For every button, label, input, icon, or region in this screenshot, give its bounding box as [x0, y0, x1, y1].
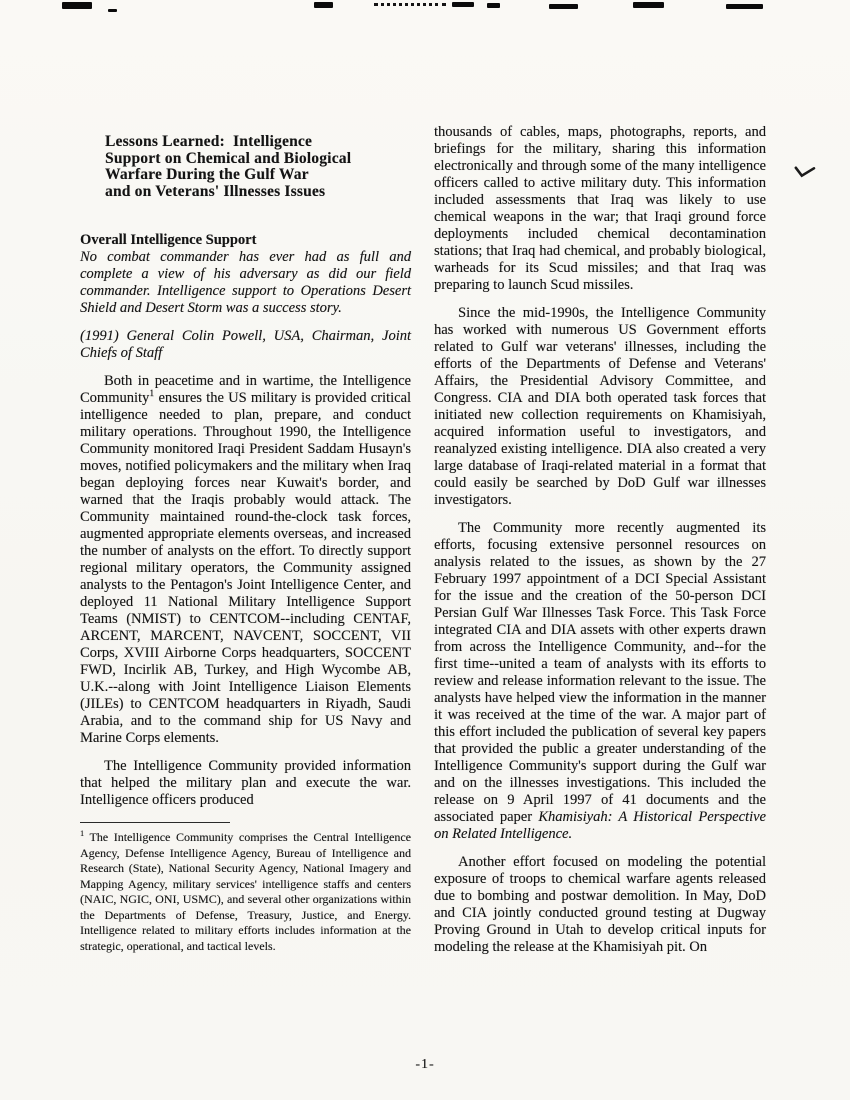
cited-paper-title: Khamisiyah: A Historical Perspective on Related Intelligence.: [434, 809, 766, 842]
scan-dotted-line: [374, 3, 446, 6]
paragraph-text: The Community more recently augmented its efforts, focusing extensive personnel resources on analysis related to the issues, as shown by the 27 February 1997 appointment of a DCI Special Assistant for the issue and the creation of the 50-person DCI Persian Gulf War Illnesses Task Force. This Task Force integrated CIA and DIA assets with other experts drawn from across the Intelligence Community, and--for the first time--united a team of analysts with its efforts to review and release information relevant to the issue. The analysts have helped view the information in the manner it was received at the time of the war. A major part of this effort included the publication of several key papers that provided the public a greater understanding of the Intelligence Community's support during the Gulf war and on the illnesses investigations. This included the release on 9 April 1997 of 41 documents and the associated paper: [434, 520, 766, 825]
scan-mark: [108, 9, 117, 12]
footnote-body: The Intelligence Community comprises the Central Intelligence Agency, Defense Intelligence Agency, Bureau of Intelligence and Research (State), National Security Agency, National Imagery and Mapping Agency, military services' intelligence staffs and centers (NAIC, NGIC, ONI, USMC), and several other organizations within the Departments of Defense, Treasury, Justice, and Energy. Intelligence related to military efforts includes information at the strategic, operational, and tactical levels.: [80, 830, 411, 953]
title-line: Lessons Learned: Intelligence: [105, 133, 313, 150]
quote-attribution: (1991) General Colin Powell, USA, Chairman, Joint Chiefs of Staff: [80, 328, 411, 361]
footnote-text: [80, 830, 411, 954]
paragraph-left-2: The Intelligence Community provided information that helped the military plan and execute the war. Intelligence officers produced: [80, 758, 411, 808]
footnote-reference: 1: [149, 388, 155, 400]
scan-mark: [452, 2, 474, 7]
scan-mark: [487, 3, 500, 8]
scan-mark: [726, 4, 763, 9]
paragraph-right-2: Since the mid-1990s, the Intelligence Community has worked with numerous US Government efforts related to Gulf war veterans' illnesses, including the efforts of the Departments of Defense and Veterans' Affairs, the Presidential Advisory Committee, and Congress. CIA and DIA both operated task forces that initiated new collection requirements on Khamisiyah, acquired information useful to investigators, and reanalyzed existing intelligence. DIA also created a very large database of Iraqi-related material in a format that could easily be searched by DoD Gulf war illnesses investigators.: [434, 305, 766, 508]
document-title: [80, 134, 411, 200]
right-column: [434, 124, 766, 967]
scan-mark: [62, 2, 92, 9]
paragraph-right-3: [434, 520, 766, 843]
scan-mark: [549, 4, 578, 9]
paragraph-text: ensures the US military is provided critical intelligence needed to plan, prepare, and conduct military operations. Throughout 1990, the Intelligence Community monitored Iraqi President Saddam Husayn's moves, notified policymakers and the military when Iraq began deploying forces near Kuwait's border, and warned that the Iraqis probably would attack. The Community maintained round-the-clock task forces, augmented appropriate elements overseas, and increased the number of analysts on the effort. To directly support regional military operators, the Community assigned analysts to the Pentagon's Joint Intelligence Center, and deployed 11 National Military Intelligence Support Teams (NMIST) to CENTCOM--including CENTAF, ARCENT, MARCENT, NAVCENT, SOCCENT, VII Corps, XVIII Airborne Corps headquarters, SOCCENT FWD, Incirlik AB, Turkey, and High Wycombe AB, U.K.--along with Joint Intelligence Liaison Elements (JILEs) to CENTCOM headquarters in Riyadh, Saudi Arabia, and to the command ship for US Navy and Marine Corps elements.: [80, 390, 411, 746]
paragraph-right-1: thousands of cables, maps, photographs, reports, and briefings for the military, sharing this information electronically and through some of the many intelligence officers called to active military duty. This information included assessments that Iraq was likely to use chemical weapons in the war; that Iraqi ground force deployments included chemical decontamination stations; that Iraq had chemical, and probably biological, warheads for its Scud missiles; and that Iraq was preparing to launch Scud missiles.: [434, 124, 766, 293]
quote-paragraph: No combat commander has ever had as full and complete a view of his adversary as did our field commander. Intelligence support to Operations Desert Shield and Desert Storm was a success story.: [80, 249, 411, 316]
section-heading: Overall Intelligence Support: [80, 232, 257, 248]
scan-mark: [314, 2, 333, 8]
handwritten-check-icon: [792, 164, 816, 186]
scan-mark: [633, 2, 664, 8]
footnote-divider: [80, 822, 230, 823]
title-line: Support on Chemical and Biological: [105, 149, 352, 167]
page-number: -1-: [415, 1057, 435, 1072]
paragraph-text: Both in peacetime and in wartime, the Intelligence Community: [80, 373, 411, 406]
paragraph-right-4: Another effort focused on modeling the potential exposure of troops to chemical warfare agents released due to bombing and postwar demolition. In May, DoD and CIA jointly conducted ground testing at Dugway Proving Ground in Utah to develop critical inputs for modeling the release at the Khamisiyah pit. On: [434, 854, 766, 955]
left-column: [80, 128, 411, 954]
title-line: Warfare During the Gulf War: [105, 166, 309, 183]
footnote: [80, 822, 411, 954]
footnote-marker: 1: [80, 829, 85, 838]
title-line: and on Veterans' Illnesses Issues: [105, 182, 326, 200]
paragraph-left-1: [80, 373, 411, 747]
